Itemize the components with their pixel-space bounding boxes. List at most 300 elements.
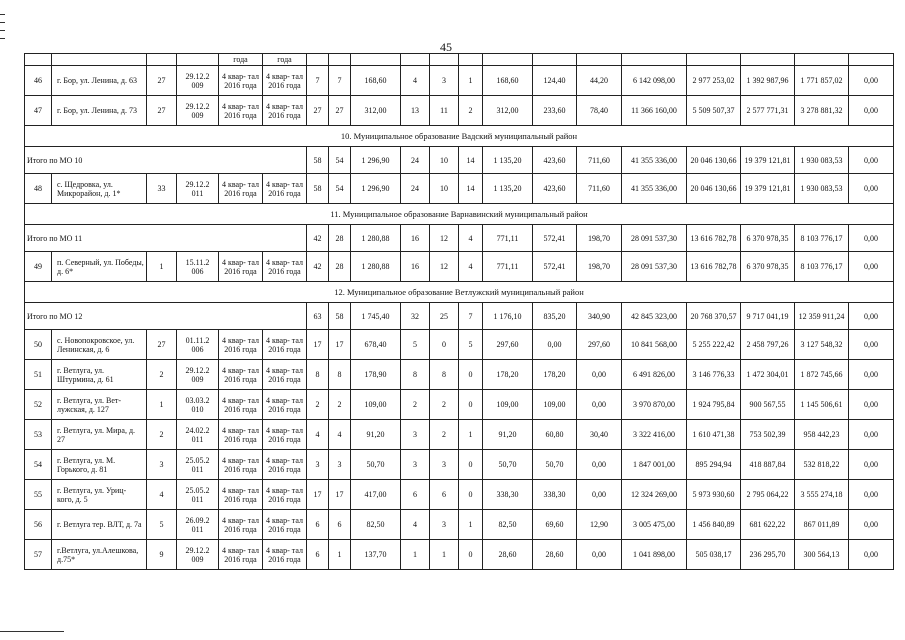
- cell-c18: 1 930 083,53: [795, 174, 849, 204]
- scan-edge-marks: [0, 0, 8, 640]
- cell-c14: 30,40: [577, 420, 622, 450]
- cell-quarter-1: 4 квар- тал 2016 года: [219, 390, 263, 420]
- cell-c18: 1 771 857,02: [795, 66, 849, 96]
- cell-c15: 11 366 160,00: [622, 96, 687, 126]
- cell-c9: 2: [401, 390, 430, 420]
- cell-c8: 82,50: [351, 510, 401, 540]
- cell-c17: 19 379 121,81: [741, 147, 795, 174]
- cell-c14: 711,60: [577, 174, 622, 204]
- cell-c8: 1 296,90: [351, 147, 401, 174]
- cell-c15: 28 091 537,30: [622, 252, 687, 282]
- cell-c13: 572,41: [533, 252, 577, 282]
- cell-row-number: 57: [25, 540, 52, 570]
- cell-c17: 19 379 121,81: [741, 174, 795, 204]
- cell-c15: 42 845 323,00: [622, 303, 687, 330]
- cell-c19: 0,00: [849, 147, 894, 174]
- table-row-data: [25, 420, 894, 450]
- cell-c6: 2: [307, 390, 329, 420]
- housing-program-table: [24, 53, 894, 570]
- cell-c12: 338,30: [483, 480, 533, 510]
- cell-c10: 0: [430, 330, 459, 360]
- cell-quarter-2: 4 квар- тал 2016 года: [263, 420, 307, 450]
- cell-quarter-2: 4 квар- тал 2016 года: [263, 450, 307, 480]
- cell-address: г. Ветлуга, ул. М. Горького, д. 81: [52, 450, 147, 480]
- cell-c7: 4: [329, 420, 351, 450]
- cell-c16: 1 610 471,38: [687, 420, 741, 450]
- cell-c10: 11: [430, 96, 459, 126]
- cell-c3: 3: [147, 450, 177, 480]
- cell-c18: 3 127 548,32: [795, 330, 849, 360]
- table-row-data: [25, 390, 894, 420]
- cell-c15: 41 355 336,00: [622, 174, 687, 204]
- cell-c11: 2: [459, 96, 483, 126]
- cell-c18: 8 103 776,17: [795, 252, 849, 282]
- cell-c11: 1: [459, 66, 483, 96]
- cell-c17: 9 717 041,19: [741, 303, 795, 330]
- cell-c10: 10: [430, 174, 459, 204]
- cell-c9: 8: [401, 360, 430, 390]
- cell-c11: 14: [459, 147, 483, 174]
- total-label: Итого по МО 12: [25, 303, 307, 330]
- table-row-data: [25, 450, 894, 480]
- cell-c9: 4: [401, 66, 430, 96]
- cell-c19: 0,00: [849, 450, 894, 480]
- cell-c3: 1: [147, 390, 177, 420]
- cell-date: 29.12.2 011: [177, 174, 219, 204]
- cell-quarter-1: 4 квар- тал 2016 года: [219, 360, 263, 390]
- cell-date: 03.03.2 010: [177, 390, 219, 420]
- cell-c7: 3: [329, 450, 351, 480]
- cell-quarter-2: 4 квар- тал 2016 года: [263, 66, 307, 96]
- cell-quarter-2: 4 квар- тал 2016 года: [263, 252, 307, 282]
- cell-row-number: 47: [25, 96, 52, 126]
- cell-quarter-2: 4 квар- тал 2016 года: [263, 360, 307, 390]
- cell-c6: 8: [307, 360, 329, 390]
- table-row-header-remnant: [25, 54, 894, 66]
- cell-c3: 1: [147, 252, 177, 282]
- cell-c15: 3 322 416,00: [622, 420, 687, 450]
- cell-row-number: 46: [25, 66, 52, 96]
- cell-c8: 50,70: [351, 450, 401, 480]
- cell-c15: 3 005 475,00: [622, 510, 687, 540]
- cell-c6: 42: [307, 225, 329, 252]
- cell-c7: 54: [329, 147, 351, 174]
- cell-address: с. Новопокровское, ул. Ленинская, д. 6: [52, 330, 147, 360]
- cell-row-number: 56: [25, 510, 52, 540]
- cell-address: г. Бор, ул. Ленина, д. 73: [52, 96, 147, 126]
- cell-date: 25.05.2 011: [177, 450, 219, 480]
- cell-c13: 572,41: [533, 225, 577, 252]
- cell-c13: 60,80: [533, 420, 577, 450]
- cell-c9: 4: [401, 510, 430, 540]
- cell-c17: 6 370 978,35: [741, 252, 795, 282]
- cell-c10: 8: [430, 360, 459, 390]
- total-label: Итого по МО 10: [25, 147, 307, 174]
- cell-c3: 2: [147, 420, 177, 450]
- cell-c7: 28: [329, 252, 351, 282]
- cell-address: г.Ветлуга, ул.Алешкова, д.75*: [52, 540, 147, 570]
- cell-date: 24.02.2 011: [177, 420, 219, 450]
- cell-c15: 6 491 826,00: [622, 360, 687, 390]
- cell-quarter-1: 4 квар- тал 2016 года: [219, 174, 263, 204]
- cell-c17: 1 392 987,96: [741, 66, 795, 96]
- cell-c8: 1 280,88: [351, 225, 401, 252]
- cell-c7: 7: [329, 66, 351, 96]
- cell-date: 29.12.2 009: [177, 360, 219, 390]
- cell-c11: 5: [459, 330, 483, 360]
- cell-c18: 1 145 506,61: [795, 390, 849, 420]
- cell-c16: 1 456 840,89: [687, 510, 741, 540]
- cell-c12: 1 176,10: [483, 303, 533, 330]
- cell-quarter-2: 4 квар- тал 2016 года: [263, 96, 307, 126]
- cell-c12: 50,70: [483, 450, 533, 480]
- cell-row-number: 50: [25, 330, 52, 360]
- cell-c16: 1 924 795,84: [687, 390, 741, 420]
- cell-c19: 0,00: [849, 510, 894, 540]
- cell-c17: 900 567,55: [741, 390, 795, 420]
- cell-c8: 417,00: [351, 480, 401, 510]
- section-title: 12. Муниципальное образование Ветлужский муниципальный район: [25, 282, 894, 303]
- table-row-data: [25, 540, 894, 570]
- cell-c17: 2 795 064,22: [741, 480, 795, 510]
- cell-c13: 124,40: [533, 66, 577, 96]
- cell-c19: 0,00: [849, 225, 894, 252]
- cell-c19: 0,00: [849, 540, 894, 570]
- cell-c15: 10 841 568,00: [622, 330, 687, 360]
- cell-c14: 44,20: [577, 66, 622, 96]
- cell-quarter-1: 4 квар- тал 2016 года: [219, 480, 263, 510]
- table-row-total: [25, 225, 894, 252]
- table-row-data: [25, 252, 894, 282]
- cell-date: 26.09.2 011: [177, 510, 219, 540]
- cell-c9: 16: [401, 225, 430, 252]
- cell-row-number: 49: [25, 252, 52, 282]
- cell-c15: 12 324 269,00: [622, 480, 687, 510]
- cell-c12: 771,11: [483, 225, 533, 252]
- cell-c9: 24: [401, 174, 430, 204]
- cell-c15: 1 041 898,00: [622, 540, 687, 570]
- cell-c9: 16: [401, 252, 430, 282]
- cell-c3: 2: [147, 360, 177, 390]
- cell-c7: 58: [329, 303, 351, 330]
- cell-c7: 17: [329, 480, 351, 510]
- cell-c10: 12: [430, 252, 459, 282]
- cell-c19: 0,00: [849, 330, 894, 360]
- cell-c10: 3: [430, 66, 459, 96]
- cell-c19: 0,00: [849, 480, 894, 510]
- table-row-data: [25, 360, 894, 390]
- cell-c13: 338,30: [533, 480, 577, 510]
- cell-c18: 8 103 776,17: [795, 225, 849, 252]
- cell-quarter-1: 4 квар- тал 2016 года: [219, 510, 263, 540]
- cell-c16: 20 046 130,66: [687, 147, 741, 174]
- cell-c7: 8: [329, 360, 351, 390]
- cell-c7: 28: [329, 225, 351, 252]
- cell-c14: 0,00: [577, 540, 622, 570]
- total-label: Итого по МО 11: [25, 225, 307, 252]
- cell-quarter-1: 4 квар- тал 2016 года: [219, 252, 263, 282]
- footnote-divider: [0, 631, 64, 632]
- cell-c10: 1: [430, 540, 459, 570]
- cell-c14: 0,00: [577, 390, 622, 420]
- cell-c18: 12 359 911,24: [795, 303, 849, 330]
- cell-c13: 423,60: [533, 174, 577, 204]
- cell-c16: 20 046 130,66: [687, 174, 741, 204]
- cell-c3: 4: [147, 480, 177, 510]
- cell-c10: 12: [430, 225, 459, 252]
- cell-c16: 20 768 370,57: [687, 303, 741, 330]
- cell-c18: 867 011,89: [795, 510, 849, 540]
- cell-c19: 0,00: [849, 303, 894, 330]
- cell-c8: 1 745,40: [351, 303, 401, 330]
- cell-c14: 711,60: [577, 147, 622, 174]
- cell-address: г. Ветлуга, ул. Уриц- кого, д. 5: [52, 480, 147, 510]
- cell-c16: 5 973 930,60: [687, 480, 741, 510]
- cell-c7: 1: [329, 540, 351, 570]
- cell-c6: 58: [307, 147, 329, 174]
- cell-c6: 7: [307, 66, 329, 96]
- cell-c11: 0: [459, 540, 483, 570]
- cell-c6: 42: [307, 252, 329, 282]
- cell-c8: 1 296,90: [351, 174, 401, 204]
- cell-row-number: 53: [25, 420, 52, 450]
- cell-c12: 28,60: [483, 540, 533, 570]
- cell-address: г. Ветлуга, ул. Мира, д. 27: [52, 420, 147, 450]
- cell-c18: 300 564,13: [795, 540, 849, 570]
- cell-c8: 312,00: [351, 96, 401, 126]
- cell-c3: 9: [147, 540, 177, 570]
- cell-c17: 1 472 304,01: [741, 360, 795, 390]
- cell-c14: 0,00: [577, 360, 622, 390]
- cell-c12: 1 135,20: [483, 174, 533, 204]
- cell-c6: 17: [307, 330, 329, 360]
- cell-c6: 4: [307, 420, 329, 450]
- cell-c8: 168,60: [351, 66, 401, 96]
- cell-c10: 6: [430, 480, 459, 510]
- cell-c3: 27: [147, 96, 177, 126]
- cell-c10: 2: [430, 390, 459, 420]
- cell-c17: 236 295,70: [741, 540, 795, 570]
- cell-c10: 10: [430, 147, 459, 174]
- table-row-total: [25, 303, 894, 330]
- cell-c9: 24: [401, 147, 430, 174]
- cell-c7: 2: [329, 390, 351, 420]
- cell-c13: 0,00: [533, 330, 577, 360]
- table-row-data: [25, 174, 894, 204]
- cell-quarter-1: 4 квар- тал 2016 года: [219, 450, 263, 480]
- cell-quarter-2: 4 квар- тал 2016 года: [263, 540, 307, 570]
- cell-date: 29.12.2 009: [177, 540, 219, 570]
- cell-c14: 0,00: [577, 450, 622, 480]
- cell-quarter-2: 4 квар- тал 2016 года: [263, 330, 307, 360]
- cell-c7: 6: [329, 510, 351, 540]
- cell-c12: 312,00: [483, 96, 533, 126]
- cell-quarter-1: 4 квар- тал 2016 года: [219, 66, 263, 96]
- cell-c13: 109,00: [533, 390, 577, 420]
- cell-c15: 6 142 098,00: [622, 66, 687, 96]
- cell-c3: 27: [147, 66, 177, 96]
- cell-c8: 137,70: [351, 540, 401, 570]
- cell-c7: 17: [329, 330, 351, 360]
- cell-quarter-2: 4 квар- тал 2016 года: [263, 510, 307, 540]
- cell-c9: 13: [401, 96, 430, 126]
- cell-c18: 532 818,22: [795, 450, 849, 480]
- cell-c13: 28,60: [533, 540, 577, 570]
- cell-c12: 297,60: [483, 330, 533, 360]
- cell-c15: 3 970 870,00: [622, 390, 687, 420]
- cell-address: г. Ветлуга, ул. Вет- лужская, д. 127: [52, 390, 147, 420]
- cell-date: 25.05.2 011: [177, 480, 219, 510]
- cell-c19: 0,00: [849, 360, 894, 390]
- cell-date: 01.11.2 006: [177, 330, 219, 360]
- cell-quarter-2: 4 квар- тал 2016 года: [263, 390, 307, 420]
- cell-c15: 41 355 336,00: [622, 147, 687, 174]
- cell-c16: 5 509 507,37: [687, 96, 741, 126]
- cell-quarter-1: 4 квар- тал 2016 года: [219, 540, 263, 570]
- cell-c16: 13 616 782,78: [687, 252, 741, 282]
- cell-c3: 33: [147, 174, 177, 204]
- cell-c14: 340,90: [577, 303, 622, 330]
- cell-c12: 178,20: [483, 360, 533, 390]
- cell-c19: 0,00: [849, 252, 894, 282]
- cell-c11: 14: [459, 174, 483, 204]
- header-remnant-cell: года: [263, 54, 307, 66]
- section-title: 11. Муниципальное образование Варнавинский муниципальный район: [25, 204, 894, 225]
- cell-c6: 27: [307, 96, 329, 126]
- cell-row-number: 55: [25, 480, 52, 510]
- cell-c12: 168,60: [483, 66, 533, 96]
- cell-c15: 1 847 001,00: [622, 450, 687, 480]
- cell-c3: 5: [147, 510, 177, 540]
- table-row-data: [25, 510, 894, 540]
- cell-c19: 0,00: [849, 174, 894, 204]
- cell-row-number: 51: [25, 360, 52, 390]
- cell-c11: 0: [459, 360, 483, 390]
- table-row-section: [25, 126, 894, 147]
- cell-c18: 3 555 274,18: [795, 480, 849, 510]
- cell-c14: 0,00: [577, 480, 622, 510]
- cell-c19: 0,00: [849, 420, 894, 450]
- cell-c15: 28 091 537,30: [622, 225, 687, 252]
- cell-c16: 895 294,94: [687, 450, 741, 480]
- cell-row-number: 54: [25, 450, 52, 480]
- page-number: 45: [440, 40, 452, 54]
- cell-address: г. Ветлуга, ул. Штурмина, д. 61: [52, 360, 147, 390]
- cell-c13: 50,70: [533, 450, 577, 480]
- cell-c13: 835,20: [533, 303, 577, 330]
- cell-c9: 3: [401, 450, 430, 480]
- cell-c9: 3: [401, 420, 430, 450]
- cell-c6: 17: [307, 480, 329, 510]
- cell-date: 15.11.2 006: [177, 252, 219, 282]
- cell-c14: 198,70: [577, 252, 622, 282]
- cell-c14: 12,90: [577, 510, 622, 540]
- cell-c7: 27: [329, 96, 351, 126]
- cell-c16: 3 146 776,33: [687, 360, 741, 390]
- cell-c12: 771,11: [483, 252, 533, 282]
- table-body: [25, 54, 894, 570]
- cell-c13: 178,20: [533, 360, 577, 390]
- cell-c11: 4: [459, 225, 483, 252]
- table-row-data: [25, 330, 894, 360]
- cell-quarter-1: 4 квар- тал 2016 года: [219, 420, 263, 450]
- cell-c17: 753 502,39: [741, 420, 795, 450]
- cell-c3: 27: [147, 330, 177, 360]
- cell-date: 29.12.2 009: [177, 66, 219, 96]
- section-title: 10. Муниципальное образование Вадский муниципальный район: [25, 126, 894, 147]
- cell-c7: 54: [329, 174, 351, 204]
- cell-c10: 25: [430, 303, 459, 330]
- cell-date: 29.12.2 009: [177, 96, 219, 126]
- cell-row-number: 52: [25, 390, 52, 420]
- cell-c16: 13 616 782,78: [687, 225, 741, 252]
- table-row-data: [25, 480, 894, 510]
- cell-c13: 423,60: [533, 147, 577, 174]
- cell-quarter-2: 4 квар- тал 2016 года: [263, 174, 307, 204]
- cell-c8: 91,20: [351, 420, 401, 450]
- cell-quarter-2: 4 квар- тал 2016 года: [263, 480, 307, 510]
- cell-c6: 6: [307, 540, 329, 570]
- cell-c14: 78,40: [577, 96, 622, 126]
- cell-c6: 6: [307, 510, 329, 540]
- cell-c19: 0,00: [849, 96, 894, 126]
- table-row-data: [25, 96, 894, 126]
- cell-c6: 63: [307, 303, 329, 330]
- cell-c9: 32: [401, 303, 430, 330]
- cell-address: с. Щедровка, ул. Микрорайон, д. 1*: [52, 174, 147, 204]
- cell-c12: 109,00: [483, 390, 533, 420]
- cell-c17: 418 887,84: [741, 450, 795, 480]
- cell-c19: 0,00: [849, 66, 894, 96]
- cell-c13: 69,60: [533, 510, 577, 540]
- cell-c6: 58: [307, 174, 329, 204]
- cell-c10: 3: [430, 450, 459, 480]
- cell-c17: 2 458 797,26: [741, 330, 795, 360]
- cell-c11: 0: [459, 390, 483, 420]
- cell-quarter-1: 4 квар- тал 2016 года: [219, 330, 263, 360]
- cell-c18: 3 278 881,32: [795, 96, 849, 126]
- cell-c17: 2 577 771,31: [741, 96, 795, 126]
- cell-c18: 1 872 745,66: [795, 360, 849, 390]
- cell-c16: 5 255 222,42: [687, 330, 741, 360]
- cell-c8: 678,40: [351, 330, 401, 360]
- cell-c8: 1 280,88: [351, 252, 401, 282]
- table-row-section: [25, 282, 894, 303]
- cell-c17: 681 622,22: [741, 510, 795, 540]
- cell-c16: 2 977 253,02: [687, 66, 741, 96]
- cell-c16: 505 038,17: [687, 540, 741, 570]
- cell-c18: 958 442,23: [795, 420, 849, 450]
- cell-c9: 1: [401, 540, 430, 570]
- cell-c8: 178,90: [351, 360, 401, 390]
- cell-c11: 0: [459, 480, 483, 510]
- cell-c9: 6: [401, 480, 430, 510]
- cell-c11: 0: [459, 450, 483, 480]
- cell-c14: 297,60: [577, 330, 622, 360]
- table-row-total: [25, 147, 894, 174]
- header-remnant-cell: года: [219, 54, 263, 66]
- cell-c10: 2: [430, 420, 459, 450]
- cell-c14: 198,70: [577, 225, 622, 252]
- cell-c10: 3: [430, 510, 459, 540]
- cell-address: г. Ветлуга тер. ВЛТ, д. 7а: [52, 510, 147, 540]
- cell-c11: 4: [459, 252, 483, 282]
- cell-c11: 1: [459, 420, 483, 450]
- cell-c8: 109,00: [351, 390, 401, 420]
- cell-c11: 1: [459, 510, 483, 540]
- cell-c6: 3: [307, 450, 329, 480]
- cell-c12: 91,20: [483, 420, 533, 450]
